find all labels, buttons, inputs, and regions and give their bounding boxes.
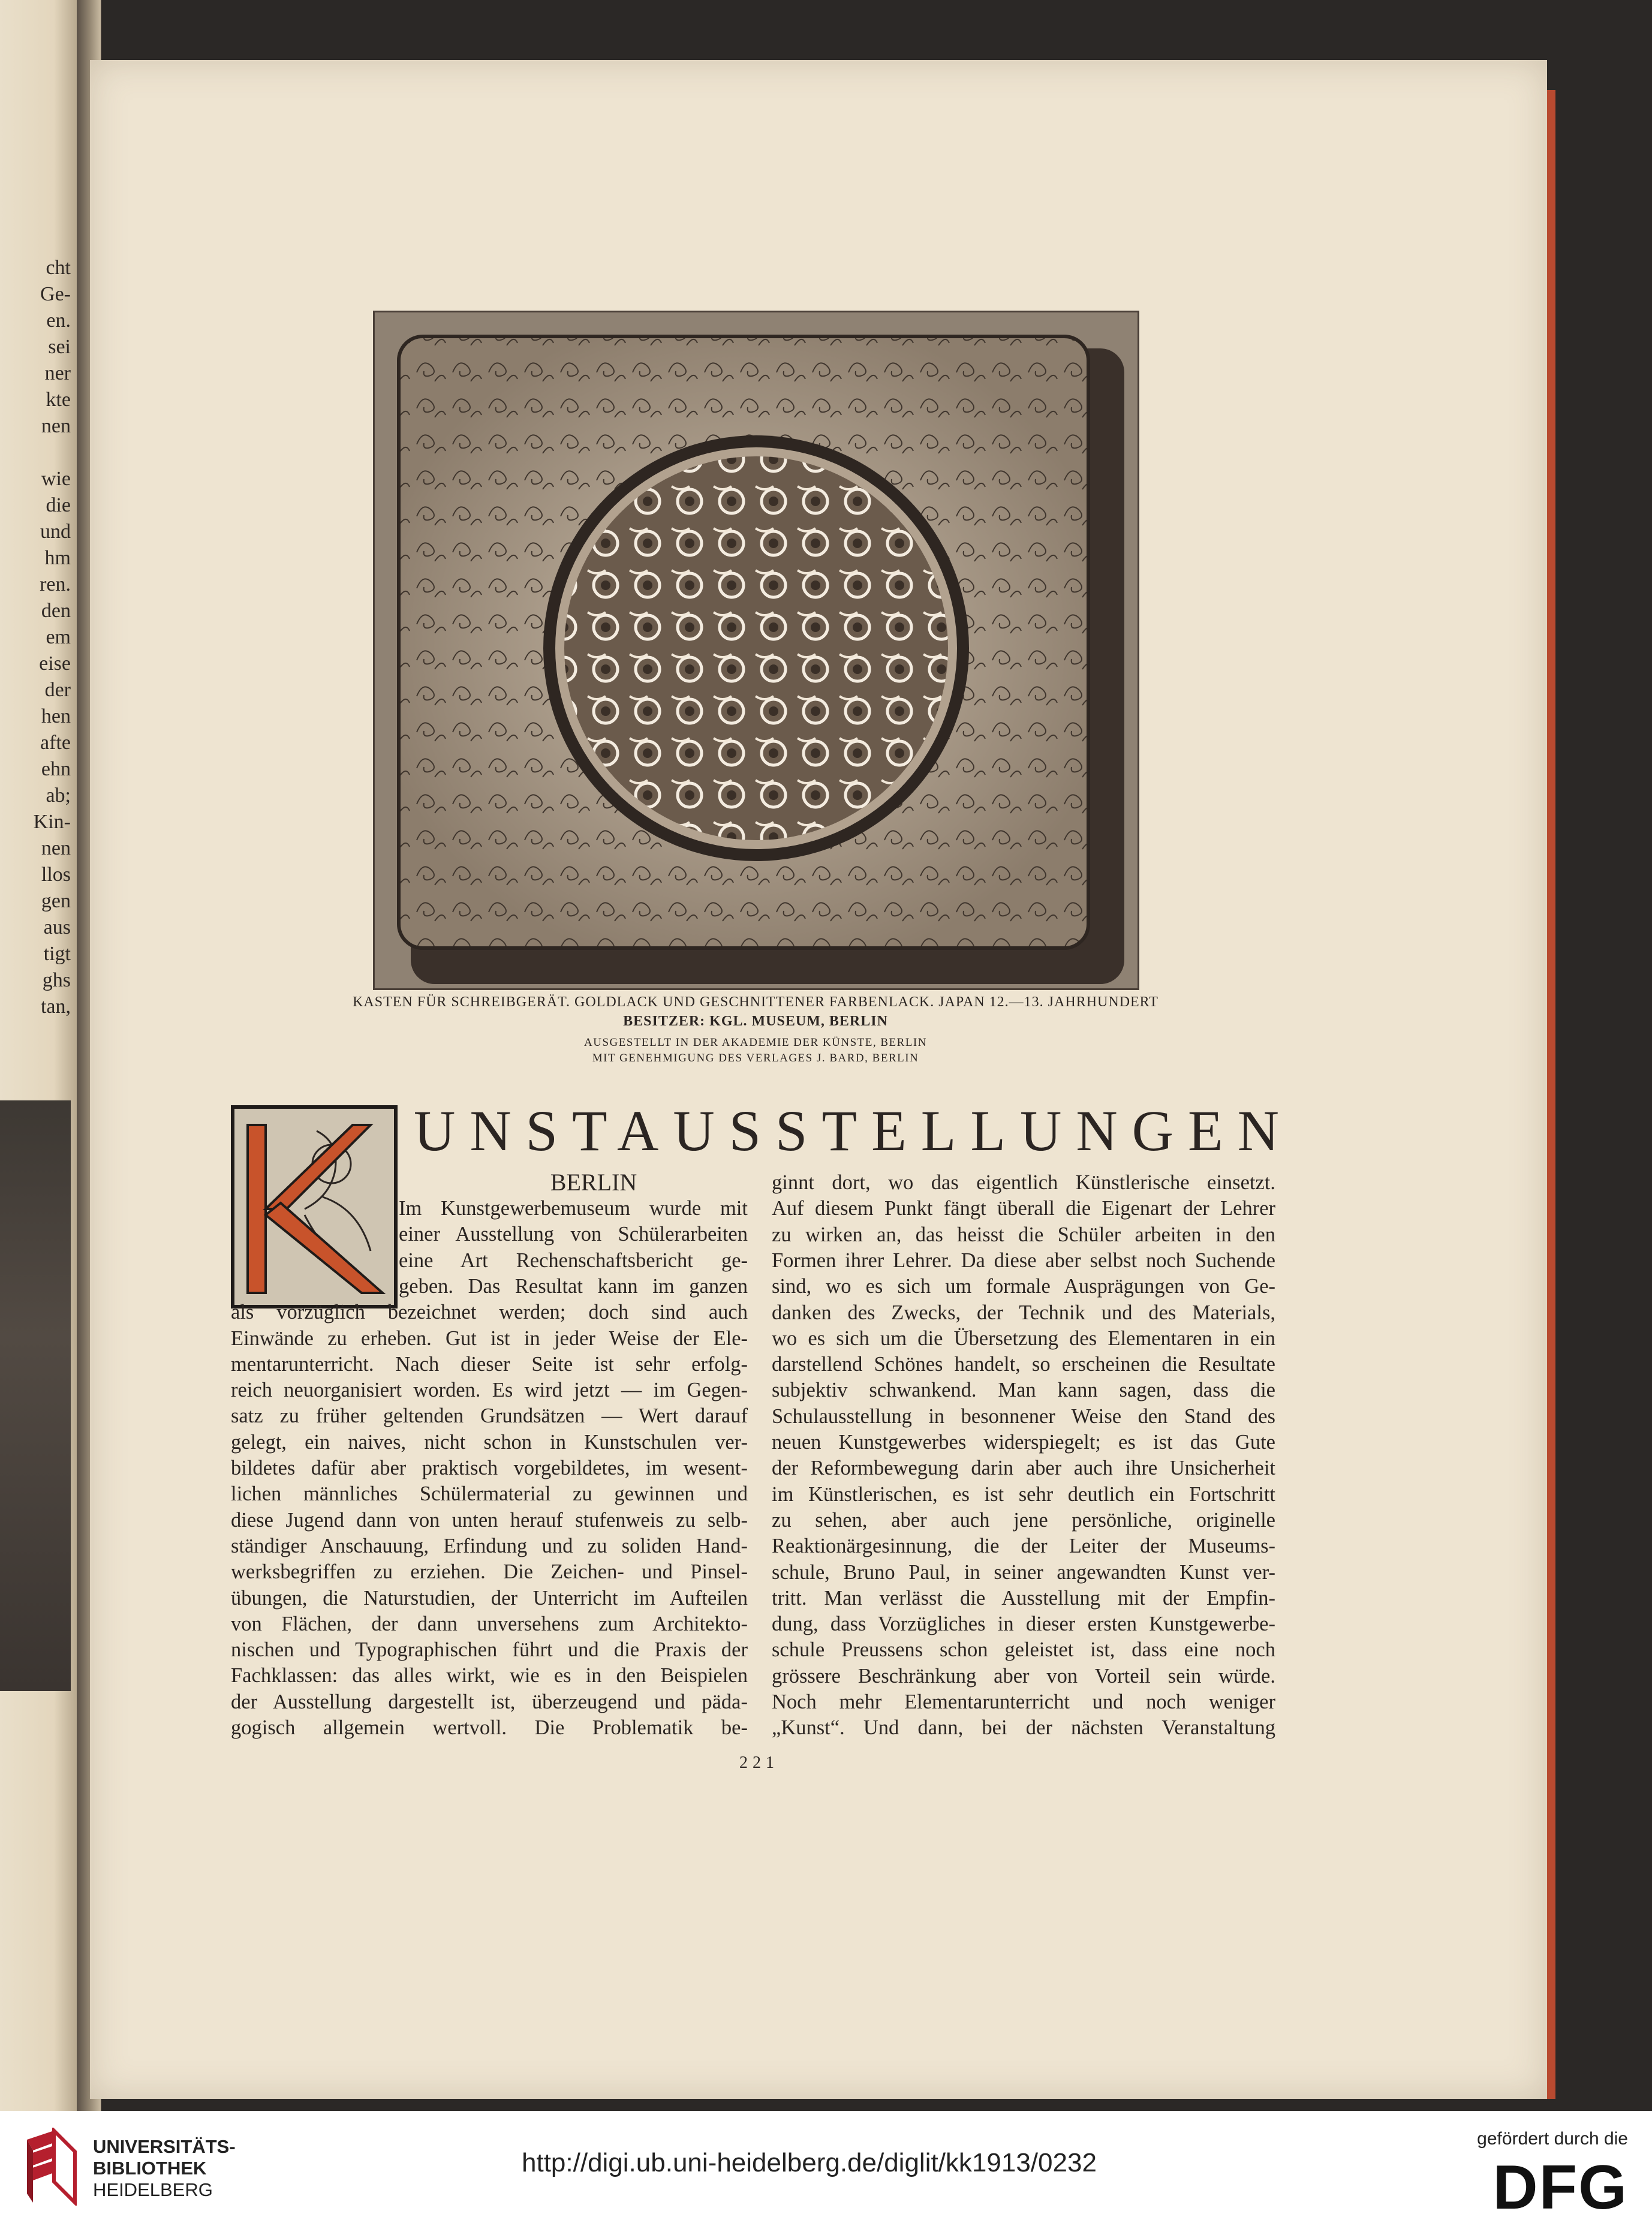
text-line: sind, wo es sich um formale Ausprägungen von Ge- (772, 1275, 1275, 1298)
previous-page-line: gen (41, 890, 71, 912)
text-line: werksbegriffen zu erziehen. Die Zeichen- und Pinsel- (231, 1560, 748, 1584)
previous-page-line: und (40, 521, 71, 543)
text-line: subjektiv schwankend. Man kann sagen, dass die (772, 1379, 1275, 1402)
previous-page-line: ehn (41, 758, 71, 780)
text-line: gogisch allgemein wertvoll. Die Problematik be- (231, 1716, 748, 1739)
previous-page-line: em (46, 626, 71, 648)
text-line: Im Kunstgewerbemuseum wurde mit (399, 1197, 748, 1220)
text-line: einer Ausstellung von Schülerarbeiten (399, 1223, 748, 1246)
previous-page-line: afte (40, 732, 71, 754)
text-line: dung, dass Vorzügliches in dieser ersten Kunstgewerbe- (772, 1613, 1275, 1636)
page-number: 221 (739, 1753, 779, 1772)
plate-caption-title: KASTEN FÜR SCHREIBGERÄT. GOLDLACK UND GESCHNITTENER FARBENLACK. JAPAN 12.—13. JAHRHUNDERT (353, 994, 1158, 1010)
previous-page-line: llos (41, 864, 71, 886)
text-line: nischen und Typographischen führt und die Praxis der (231, 1638, 748, 1662)
text-line: diese Jugend dann von unten herauf stufenweis zu selb- (231, 1508, 748, 1532)
university-library-logo-icon (18, 2128, 81, 2206)
previous-page-line: ren. (40, 573, 71, 595)
previous-page-line: aus (43, 916, 71, 938)
text-line: satz zu früher geltenden Grundsätzen — Wert darauf (231, 1404, 748, 1428)
text-line: zu sehen, aber auch jene persönliche, originelle (772, 1508, 1275, 1532)
text-line: im Künstlerischen, es ist sehr deutlich ein Fortschritt (772, 1482, 1275, 1506)
previous-page-line: eise (39, 652, 71, 675)
dfg-logo: DFG (1492, 2153, 1628, 2222)
text-line: ginnt dort, wo das eigentlich Künstlerische einsetzt. (772, 1171, 1275, 1194)
text-line: zu wirken an, das heisst die Schüler arbeiten in den (772, 1223, 1275, 1246)
text-line: schule Preussens schon geleistet ist, dass eine noch (772, 1638, 1275, 1662)
institution-line-1: UNIVERSITÄTS- (93, 2136, 236, 2157)
text-line: bildetes dafür aber praktisch vorgebildetes, im wesent- (231, 1457, 748, 1479)
previous-page-line: kte (46, 389, 71, 411)
previous-page-line: wie (41, 468, 71, 490)
previous-page-line (0, 440, 74, 466)
plate-caption-exhibition: AUSGESTELLT IN DER AKADEMIE DER KÜNSTE, BERLIN (584, 1036, 927, 1049)
text-line: „Kunst“. Und dann, bei der nächsten Veranstaltung (772, 1716, 1275, 1740)
lacquer-box-photo (373, 311, 1139, 990)
previous-page-line: die (46, 494, 71, 516)
institution-line-3: HEIDELBERG (93, 2179, 213, 2200)
previous-page-line: hen (41, 705, 71, 727)
text-line: Fachklassen: das alles wirkt, wie es in den Beispielen (231, 1664, 748, 1687)
text-line: der Reformbewegung darin aber auch ihre Unsicherheit (772, 1457, 1275, 1480)
previous-page (0, 0, 79, 2111)
previous-page-line: en. (46, 309, 71, 332)
funding-note: gefördert durch die (1477, 2129, 1628, 2149)
text-line: Noch mehr Elementarunterricht und noch weniger (772, 1690, 1275, 1713)
text-line: wo es sich um die Übersetzung des Elementaren in ein (772, 1326, 1275, 1350)
text-line: mentarunterricht. Nach dieser Seite ist sehr erfolg- (231, 1352, 748, 1376)
article-subhead: BERLIN (550, 1169, 637, 1196)
text-line: darstellend Schönes handelt, so erscheinen die Resultate (772, 1353, 1275, 1376)
text-line: gelegt, ein naives, nicht schon in Kunstschulen ver- (231, 1430, 748, 1454)
institution-line-2: BIBLIOTHEK (93, 2158, 207, 2179)
text-line: neuen Kunstgewerbes widerspiegelt; es ist das Gute (772, 1431, 1275, 1454)
text-line: ständiger Anschauung, Erfindung und zu soliden Hand- (231, 1534, 748, 1557)
text-line: der Ausstellung dargestellt ist, überzeugend und päda- (231, 1690, 748, 1713)
text-line: Einwände zu erheben. Gut ist in jeder Weise der Ele- (231, 1326, 748, 1350)
previous-page-line: sei (48, 336, 71, 358)
text-line: danken des Zwecks, der Technik und des Materials, (772, 1301, 1275, 1324)
previous-page-line: ner (44, 362, 71, 384)
text-line: eine Art Rechenschaftsbericht ge- (399, 1249, 748, 1272)
text-line: übungen, die Naturstudien, der Unterricht im Aufteilen (231, 1586, 748, 1610)
decorative-initial-k (231, 1105, 398, 1308)
previous-page-line: Kin- (33, 811, 71, 833)
previous-page-line: Ge- (40, 283, 71, 305)
text-line: Reaktionärgesinnung, die der Leiter der Museums- (772, 1535, 1275, 1558)
previous-page-line: ab; (46, 784, 71, 807)
text-line: als vorzüglich bezeichnet werden; doch sind auch (231, 1301, 748, 1324)
previous-page-line: cht (46, 257, 71, 279)
previous-page-line: den (41, 600, 71, 622)
text-line: lichen männliches Schülermaterial zu gewinnen und (231, 1482, 748, 1506)
text-line: Auf diesem Punkt fängt überall die Eigenart der Lehrer (772, 1197, 1275, 1220)
viewer-footer (0, 2111, 1652, 2223)
text-line: grössere Beschränkung aber von Vorteil sein würde. (772, 1664, 1275, 1687)
previous-page-line: nen (41, 837, 71, 859)
previous-page-line: tan, (40, 995, 71, 1018)
text-line: Schulausstellung in besonnener Weise den Stand des (772, 1404, 1275, 1428)
previous-page-line: nen (41, 415, 71, 437)
text-line: reich neuorganisiert worden. Es wird jetzt — im Gegen- (231, 1379, 748, 1402)
page-edge (1547, 90, 1555, 2099)
text-line: geben. Das Resultat kann im ganzen (399, 1274, 748, 1298)
text-line: Formen ihrer Lehrer. Da diese aber selbst noch Suchende (772, 1249, 1275, 1272)
text-line: von Flächen, der dann unversehens zum Architekto- (231, 1612, 748, 1635)
previous-page-line: hm (44, 547, 71, 569)
institution-name (93, 2136, 236, 2201)
plate-caption-owner: BESITZER: KGL. MUSEUM, BERLIN (623, 1013, 888, 1029)
plate-caption-permission: MIT GENEHMIGUNG DES VERLAGES J. BARD, BERLIN (592, 1052, 919, 1064)
previous-page-line: ghs (42, 969, 71, 991)
article-headline: UNSTAUSSTELLUNGEN (414, 1099, 1293, 1163)
previous-page-photo (0, 1100, 71, 1691)
text-line: schule, Bruno Paul, in seiner angewandten Kunst ver- (772, 1560, 1275, 1584)
previous-page-line: tigt (43, 943, 71, 965)
permalink[interactable]: http://digi.ub.uni-heidelberg.de/diglit/kk1913/0232 (522, 2148, 1097, 2177)
text-line: tritt. Man verlässt die Ausstellung mit der Empfin- (772, 1586, 1275, 1610)
previous-page-text (0, 255, 74, 1020)
previous-page-line: der (44, 679, 71, 701)
